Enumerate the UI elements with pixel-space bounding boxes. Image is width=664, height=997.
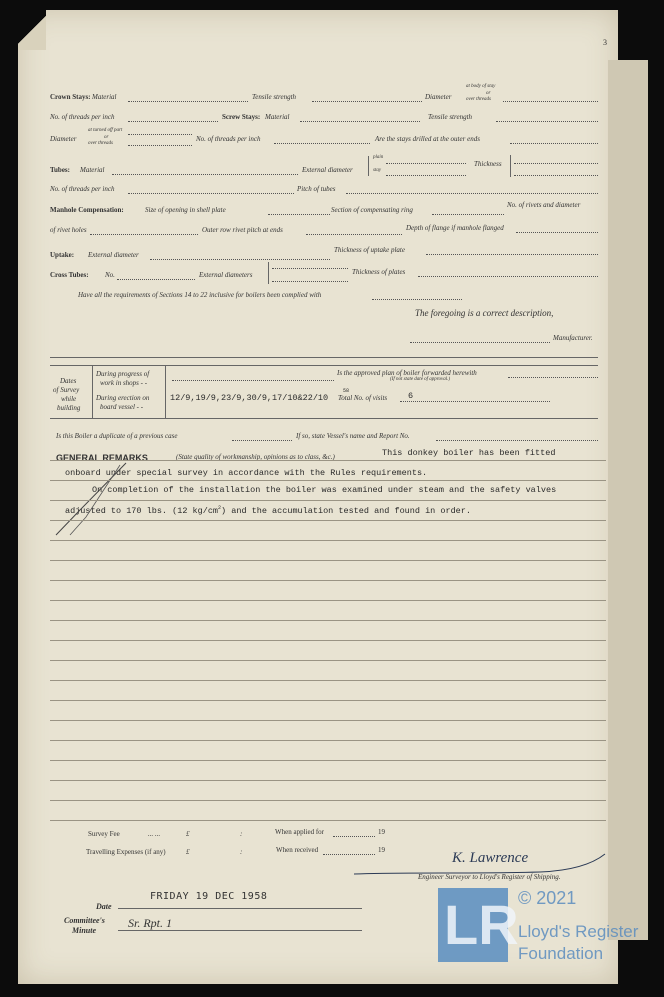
tubes-label: Tubes: [50, 166, 70, 174]
duplicate-line [232, 440, 292, 441]
rivet-holes-line [90, 234, 198, 235]
cross-tubes-label: Cross Tubes: [50, 271, 89, 279]
diameter2-line-b [128, 145, 192, 146]
tubes-thickness: Thickness [474, 160, 502, 168]
tubes-material: Material [80, 166, 105, 174]
travel-colon: : [240, 848, 243, 856]
date-stamp: FRIDAY 19 DEC 1958 [150, 891, 268, 902]
remarks-line1: This donkey boiler has been fitted [382, 448, 556, 458]
approved-line [508, 377, 598, 378]
section-divider [50, 357, 598, 358]
screw-stays-label: Screw Stays: [222, 113, 261, 121]
received-label: When received [276, 846, 319, 854]
survey-approved: Is the approved plan of boiler forwarded herewith [337, 369, 477, 377]
minute-value: Sr. Rpt. 1 [128, 916, 173, 930]
survey-box-top [50, 365, 598, 366]
diameter2-threads-line [274, 143, 370, 144]
watermark-line1: Lloyd's Register [518, 922, 639, 941]
thickness-line-b [514, 175, 598, 176]
travel-pound: £ [186, 848, 190, 856]
crown-tensile-line [312, 101, 422, 102]
writing-line [50, 740, 606, 741]
date-label: Date [96, 902, 112, 911]
watermark-copyright: © 2021 [518, 888, 577, 908]
folded-corner [18, 10, 46, 50]
cross-ext-line-a [272, 268, 348, 269]
writing-line [50, 600, 606, 601]
manhole-size-line [268, 214, 330, 215]
pitch-threads: No. of threads per inch [50, 185, 115, 193]
survey-fee-label: Survey Fee [88, 830, 120, 838]
writing-line [50, 700, 606, 701]
cross-brace [268, 262, 269, 284]
manhole-section: Section of compensating ring [331, 206, 413, 214]
survey-visits-value: 6 [408, 391, 414, 401]
writing-line [50, 760, 606, 761]
manhole-outer: Outer row rivet pitch at ends [202, 226, 283, 234]
tubes-stay-line [386, 175, 466, 176]
survey-box-bottom [50, 418, 598, 419]
uptake-thick: Thickness of uptake plate [334, 246, 405, 254]
remarks-sub: (State quality of workmanship, opinions as to class, &c.) [176, 453, 335, 461]
applied-19: 19 [378, 828, 385, 836]
remarks-sup: 2 [218, 505, 222, 511]
remarks-line4a: adjusted to 170 lbs. (12 kg/cm [65, 505, 219, 516]
drilled-label: Are the stays drilled at the outer ends [375, 135, 480, 143]
diameter2-threads: No. of threads per inch [196, 135, 261, 143]
thickness-line-a [514, 163, 598, 164]
engineer-caption: Engineer Surveyor to Lloyd's Register of Shipping. [418, 873, 561, 881]
screw-tensile-line [496, 121, 598, 122]
crown-diameter-label: Diameter [425, 93, 452, 101]
crown-material-label: Material [92, 93, 117, 101]
uptake-label: Uptake: [50, 251, 75, 259]
surveyor-signature: K. Lawrence [452, 850, 529, 866]
survey-erection: During erection on [96, 394, 150, 402]
manhole-rivet-holes: of rivet holes [50, 226, 87, 234]
at-turned: at turned off part [88, 128, 123, 133]
pitch-tubes: Pitch of tubes [297, 185, 336, 193]
received-19: 19 [378, 846, 385, 854]
drilled-line [510, 143, 598, 144]
cross-ext-line-b [272, 281, 348, 282]
cross-thick: Thickness of plates [352, 268, 406, 276]
page-number: 3 [603, 38, 607, 47]
date-line [118, 908, 362, 909]
survey-progress: During progress of [96, 370, 150, 378]
remarks-line3: On completion of the installation the boiler was examined under steam and the safety valves [92, 485, 557, 495]
fee-pound: £ [186, 830, 190, 838]
survey-board: board vessel - - [100, 403, 144, 411]
writing-line [50, 820, 606, 821]
writing-line [50, 780, 606, 781]
writing-line [50, 460, 606, 461]
applied-label: When applied for [275, 828, 324, 836]
writing-line [50, 560, 606, 561]
manufacturer-line [410, 342, 550, 343]
screw-material-line [300, 121, 420, 122]
survey-total: Total No. of visits [338, 394, 388, 402]
writing-line [50, 660, 606, 661]
survey-divider-a [92, 365, 93, 418]
crown-diameter-line [503, 101, 598, 102]
manufacturer-label: Manufacturer. [553, 334, 593, 342]
diameter2-label: Diameter [50, 135, 77, 143]
tubes-brace [368, 156, 369, 176]
survey-while: while [61, 395, 77, 403]
remarks-line4b: ) and the accumulation tested and found in order. [221, 505, 471, 516]
progress-line [172, 380, 334, 381]
crown-material-line [128, 101, 248, 102]
uptake-thick-line [426, 254, 598, 255]
diameter2-or: or [104, 135, 109, 140]
fee-colon: : [240, 830, 243, 838]
manhole-depth: Depth of flange if manhole flanged [406, 224, 504, 232]
survey-not-state: (If not state date of approval.) [390, 377, 451, 382]
writing-line [50, 680, 606, 681]
tubes-material-line [112, 174, 298, 175]
outer-line [306, 234, 402, 235]
applied-line [333, 836, 375, 837]
manhole-section-line [432, 214, 504, 215]
writing-line [50, 800, 606, 801]
crown-at-body: at body of stay [466, 84, 496, 89]
survey-work: work in shops - - [100, 379, 148, 387]
cross-thick-line [418, 276, 598, 277]
remarks-line2: onboard under special survey in accordance with the Rules requirements. [65, 468, 428, 478]
thickness-brace [510, 155, 511, 177]
tubes-plain: plain [373, 155, 384, 160]
survey-of-survey: of Survey [53, 386, 80, 394]
crown-or: or [486, 91, 491, 96]
writing-line [50, 480, 606, 481]
remarks-heading: GENERAL REMARKS [56, 453, 148, 463]
watermark-line2: Foundation [518, 944, 604, 963]
foregoing-text: The foregoing is a correct description, [415, 308, 554, 318]
minute-line [118, 930, 362, 931]
fee-dots: ... ... [148, 830, 161, 838]
tubes-plain-line [386, 163, 466, 164]
screw-material-label: Material [265, 113, 290, 121]
survey-building: building [57, 404, 81, 412]
sections-line [372, 299, 462, 300]
manhole-size: Size of opening in shell plate [145, 206, 226, 214]
tubes-stay: stay [373, 168, 382, 173]
writing-line [50, 580, 606, 581]
duplicate-vessel: If so, state Vessel's name and Report No. [296, 432, 410, 440]
committee-label: Committee's [64, 916, 105, 925]
writing-line [50, 500, 606, 501]
threads-per-inch-label: No. of threads per inch [50, 113, 115, 121]
writing-line [50, 540, 606, 541]
crown-over-threads: over threads [466, 97, 491, 102]
sheet-edge [608, 60, 648, 940]
depth-line [516, 232, 598, 233]
cross-no: No. [105, 271, 115, 279]
lr-logo [438, 888, 519, 962]
travel-label: Travelling Expenses (if any) [86, 848, 166, 856]
minute-label: Minute [72, 926, 97, 935]
tubes-ext: External diameter [302, 166, 353, 174]
writing-line [50, 640, 606, 641]
sections-text: Have all the requirements of Sections 14 to 22 inclusive for boilers been complied with [78, 291, 322, 299]
crown-stays-label: Crown Stays: [50, 93, 91, 101]
survey-year: 58 [343, 388, 350, 394]
uptake-ext-line [150, 259, 330, 260]
survey-divider-b [165, 365, 166, 418]
lr-logo-letters: LR [444, 893, 519, 956]
crown-tensile-label: Tensile strength [252, 93, 297, 101]
writing-line [50, 720, 606, 721]
screw-tensile-label: Tensile strength [428, 113, 473, 121]
survey-dates-value: 12/9,19/9,23/9,30/9,17/10&22/10 [170, 393, 329, 403]
visits-line [400, 401, 550, 402]
cross-ext: External diameters [199, 271, 253, 279]
pitch-line [346, 193, 598, 194]
manhole-rivets: No. of rivets and diameter [507, 201, 581, 209]
survey-dates: Dates [60, 377, 77, 385]
pitch-threads-line [128, 193, 294, 194]
diameter2-over: over threads [88, 141, 113, 146]
writing-line [50, 620, 606, 621]
manhole-label: Manhole Compensation: [50, 206, 124, 214]
diameter2-line-a [128, 134, 192, 135]
threads-line [128, 121, 218, 122]
duplicate-text: Is this Boiler a duplicate of a previous case [56, 432, 178, 440]
vessel-line [436, 440, 598, 441]
cross-no-line [117, 279, 195, 280]
uptake-ext: External diameter [88, 251, 139, 259]
writing-line [50, 520, 606, 521]
